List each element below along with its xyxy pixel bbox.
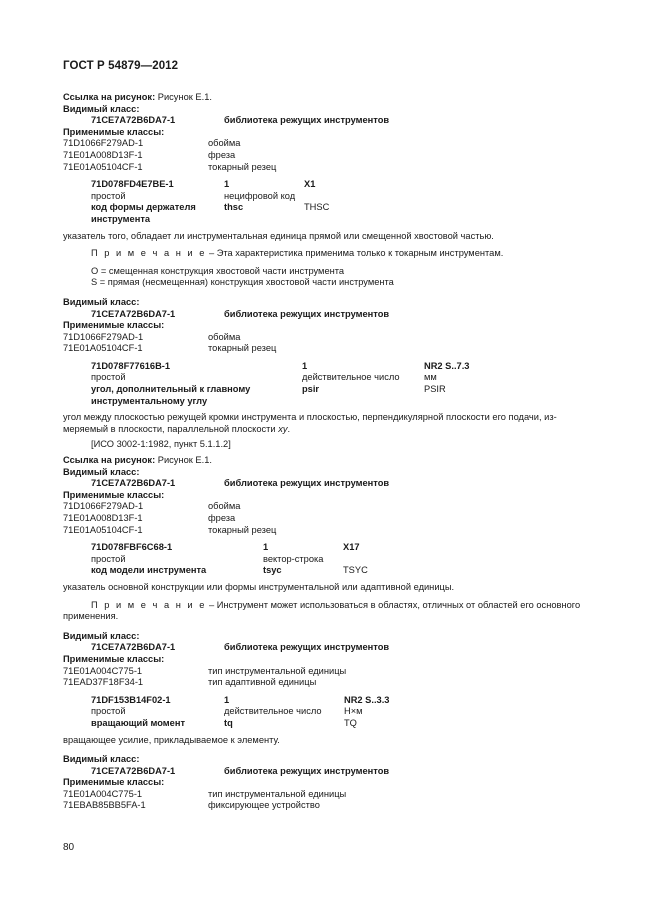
- class-name: обойма: [208, 138, 241, 149]
- document-body: [63, 92, 603, 812]
- attribute-kind: простой: [91, 372, 126, 383]
- class-code: 71D1066F279AD-1: [63, 501, 144, 512]
- class-code: 71E01A008D13F-1: [63, 149, 143, 160]
- visible-class-row: [63, 642, 603, 654]
- attribute-id-row: [91, 695, 603, 707]
- applicable-classes-label: Применимые классы:: [63, 653, 165, 664]
- attribute-id: 71D078F77616B-1: [91, 360, 171, 371]
- attribute-id-row: [91, 542, 603, 554]
- class-name: токарный резец: [208, 161, 277, 172]
- attribute-cardinality: 1: [224, 179, 230, 190]
- class-name: обойма: [208, 331, 241, 342]
- attribute-name-row: [91, 202, 603, 225]
- attribute-datatype: действительное число: [302, 372, 400, 383]
- attribute-id: 71D078FD4E7BE-1: [91, 179, 174, 190]
- attribute-block: [63, 695, 603, 730]
- attribute-short-name: thsc: [224, 202, 244, 213]
- class-code: 71EAD37F18F34-1: [63, 677, 144, 688]
- entry-section: [63, 631, 603, 746]
- class-code: 71E01A004C775-1: [63, 665, 143, 676]
- class-code: 71E01A05104CF-1: [63, 161, 143, 172]
- applicable-classes-label: Применимые классы:: [63, 126, 165, 137]
- source-reference: [ИСО 3002-1:1982, пункт 5.1.1.2]: [91, 439, 231, 450]
- class-name: фреза: [208, 149, 236, 160]
- description-end: .: [287, 423, 291, 434]
- attribute-format: NR2 S..3.3: [344, 694, 390, 705]
- visible-class-row: [63, 478, 603, 490]
- note: [63, 600, 603, 612]
- class-name: библиотека режущих инструментов: [224, 115, 390, 126]
- ref-label: Ссылка на рисунок:: [63, 92, 156, 102]
- class-code: 71E01A004C775-1: [63, 788, 143, 799]
- visible-class-row: [63, 309, 603, 321]
- attribute-description-cont: [63, 424, 603, 436]
- attribute-name-row: [91, 565, 603, 577]
- attribute-name: угол, дополнительный к главному инструментальному углу: [91, 384, 251, 406]
- attribute-symbol: TQ: [344, 717, 357, 728]
- document-header: ГОСТ Р 54879—2012: [63, 60, 179, 72]
- visible-class-row: [63, 766, 603, 778]
- attribute-type-row: [91, 554, 603, 566]
- attribute-description: указатель основной конструкции или формы инструментальной или адаптивной единицы.: [63, 581, 455, 592]
- entry-section: [63, 92, 603, 289]
- attribute-symbol: PSIR: [424, 384, 446, 395]
- class-name: тип адаптивной единицы: [208, 677, 317, 688]
- applicable-class-row: [63, 138, 603, 150]
- applicable-class-row: [63, 343, 603, 355]
- note-label: П р и м е ч а н и е: [91, 248, 207, 259]
- applicable-class-row: [63, 677, 603, 689]
- applicable-classes-label: Применимые классы:: [63, 489, 165, 500]
- entry-section: [63, 754, 603, 812]
- applicable-class-row: [63, 501, 603, 513]
- attribute-datatype: действительное число: [224, 706, 322, 717]
- attribute-cardinality: 1: [302, 360, 308, 371]
- applicable-class-row: [63, 332, 603, 344]
- figure-reference: [63, 92, 603, 104]
- visible-class-label: Видимый класс:: [63, 466, 140, 477]
- attribute-block: [63, 542, 603, 577]
- applicable-classes-label: Применимые классы:: [63, 777, 165, 788]
- visible-class-label: Видимый класс:: [63, 103, 140, 114]
- attribute-description: вращающее усилие, прикладываемое к элементу.: [63, 734, 280, 745]
- class-code: 71CE7A72B6DA7-1: [91, 308, 176, 319]
- attribute-description: указатель того, обладает ли инструментальная единица прямой или смещенной хвостовой частью.: [63, 230, 494, 241]
- attribute-short-name: tq: [224, 717, 233, 728]
- class-code: 71D1066F279AD-1: [63, 138, 144, 149]
- class-code: 71CE7A72B6DA7-1: [91, 765, 176, 776]
- attribute-type-row: [91, 372, 603, 384]
- applicable-class-row: [63, 162, 603, 174]
- class-name: библиотека режущих инструментов: [224, 642, 390, 653]
- class-code: 71CE7A72B6DA7-1: [91, 115, 176, 126]
- attribute-name: код формы держателя инструмента: [91, 202, 196, 224]
- attribute-symbol: THSC: [304, 202, 330, 213]
- attribute-format: X1: [304, 179, 316, 190]
- attribute-cardinality: 1: [224, 694, 230, 705]
- applicable-class-row: [63, 789, 603, 801]
- ref-value: Рисунок Е.1.: [157, 455, 212, 466]
- attribute-name-row: [91, 718, 603, 730]
- description-text: меряемый в плоскости, параллельной плоскости: [63, 423, 279, 434]
- attribute-format: NR2 S..7.3: [424, 360, 470, 371]
- value-definition: S = прямая (несмещенная) конструкция хвостовой части инструмента: [91, 277, 394, 288]
- attribute-kind: простой: [91, 190, 126, 201]
- attribute-id: 71D078FBF6C68-1: [91, 542, 173, 553]
- applicable-class-row: [63, 666, 603, 678]
- value-definition: O = смещенная конструкция хвостовой части инструмента: [91, 265, 345, 276]
- applicable-class-row: [63, 525, 603, 537]
- ref-label: Ссылка на рисунок:: [63, 455, 156, 466]
- note-label: П р и м е ч а н и е: [91, 599, 207, 610]
- class-name: тип инструментальной единицы: [208, 788, 347, 799]
- attribute-short-name: psir: [302, 384, 320, 395]
- attribute-short-name: tsyc: [263, 565, 282, 576]
- class-name: фиксирующее устройство: [208, 800, 320, 811]
- visible-class-label: Видимый класс:: [63, 754, 140, 765]
- entry-section: [63, 297, 603, 451]
- attribute-cardinality: 1: [263, 542, 269, 553]
- class-name: фреза: [208, 513, 236, 523]
- description-italic: xy: [278, 423, 288, 434]
- class-name: библиотека режущих инструментов: [224, 765, 390, 776]
- applicable-classes-label: Применимые классы:: [63, 320, 165, 331]
- figure-reference: [63, 455, 603, 467]
- note: [63, 248, 603, 260]
- attribute-block: [63, 361, 603, 407]
- attribute-name: код модели инструмента: [91, 565, 207, 576]
- applicable-class-row: [63, 150, 603, 162]
- attribute-name: вращающий момент: [91, 717, 186, 728]
- class-code: 71EBAB85BB5FA-1: [63, 800, 146, 811]
- class-code: 71E01A05104CF-1: [63, 343, 143, 354]
- page-number: 80: [63, 842, 75, 853]
- attribute-kind: простой: [91, 553, 126, 564]
- class-name: библиотека режущих инструментов: [224, 478, 390, 489]
- attribute-type-row: [91, 706, 603, 718]
- visible-class-row: [63, 115, 603, 127]
- class-name: токарный резец: [208, 524, 277, 535]
- applicable-class-row: [63, 800, 603, 812]
- attribute-description: угол между плоскостью режущей кромки инструмента и плоскостью, перпендикулярной плоскости его подачи, из-: [63, 412, 557, 423]
- attribute-kind: простой: [91, 706, 126, 717]
- attribute-datatype: нецифровой код: [224, 190, 296, 201]
- visible-class-label: Видимый класс:: [63, 630, 140, 641]
- attribute-id-row: [91, 179, 603, 191]
- class-code: 71E01A008D13F-1: [63, 513, 143, 523]
- attribute-type-row: [91, 191, 603, 203]
- note-continuation: применения.: [63, 611, 119, 622]
- attribute-datatype: вектор-строка: [263, 553, 324, 564]
- note-text: – Эта характеристика применима только к токарным инструментам.: [206, 248, 504, 259]
- class-name: тип инструментальной единицы: [208, 665, 347, 676]
- note-text: – Инструмент может использоваться в областях, отличных от областей его основного: [206, 599, 581, 610]
- class-code: 71D1066F279AD-1: [63, 331, 144, 342]
- applicable-class-row: [63, 513, 603, 525]
- class-name: библиотека режущих инструментов: [224, 308, 390, 319]
- visible-class-label: Видимый класс:: [63, 296, 140, 307]
- attribute-name-row: [91, 384, 603, 407]
- entry-section: [63, 455, 603, 623]
- attribute-unit: мм: [424, 372, 437, 383]
- attribute-unit: Н×м: [344, 706, 363, 717]
- attribute-format: X17: [343, 542, 360, 553]
- class-name: обойма: [208, 501, 241, 512]
- attribute-id: 71DF153B14F02-1: [91, 694, 171, 705]
- class-code: 71CE7A72B6DA7-1: [91, 478, 176, 489]
- attribute-id-row: [91, 361, 603, 373]
- class-code: 71CE7A72B6DA7-1: [91, 642, 176, 653]
- attribute-symbol: TSYC: [343, 565, 368, 576]
- attribute-block: [63, 179, 603, 225]
- class-code: 71E01A05104CF-1: [63, 524, 143, 535]
- class-name: токарный резец: [208, 343, 277, 354]
- ref-value: Рисунок Е.1.: [157, 92, 212, 102]
